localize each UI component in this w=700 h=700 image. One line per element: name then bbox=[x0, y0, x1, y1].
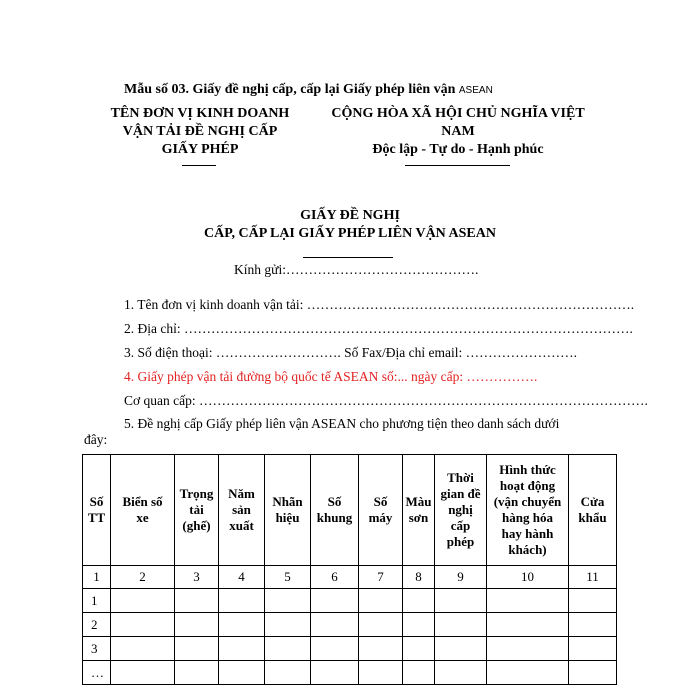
table-cell[interactable] bbox=[111, 589, 175, 613]
table-cell[interactable] bbox=[111, 637, 175, 661]
issuer-divider bbox=[182, 165, 216, 166]
form-number-suffix: ASEAN bbox=[458, 85, 493, 96]
issuer-line: VẬN TẢI ĐỀ NGHỊ CẤP bbox=[122, 124, 278, 139]
table-cell[interactable] bbox=[311, 661, 359, 685]
table-cell[interactable] bbox=[403, 589, 435, 613]
column-header bbox=[569, 455, 617, 566]
row-number: 3 bbox=[83, 637, 111, 661]
column-header-line: sản bbox=[232, 502, 251, 517]
column-header bbox=[265, 455, 311, 566]
column-header bbox=[175, 455, 219, 566]
column-header-line: Thời bbox=[447, 470, 474, 485]
field-address[interactable]: 2. Địa chỉ: ………………………………………………………………………………………. bbox=[124, 321, 633, 336]
column-header-line: hoạt động bbox=[499, 478, 556, 493]
table-cell[interactable] bbox=[569, 613, 617, 637]
column-number: 9 bbox=[435, 566, 487, 589]
column-number: 8 bbox=[403, 566, 435, 589]
form-number-text: Mẫu số 03. Giấy đề nghị cấp, cấp lại Giấy phép liên vận bbox=[124, 82, 459, 97]
column-header-line: Số bbox=[373, 494, 388, 509]
table-cell[interactable] bbox=[359, 589, 403, 613]
table-row bbox=[83, 613, 617, 637]
table-cell[interactable] bbox=[569, 637, 617, 661]
column-header-line: nghị bbox=[448, 502, 473, 517]
column-number: 11 bbox=[569, 566, 617, 589]
column-number: 2 bbox=[111, 566, 175, 589]
column-header-line: Số bbox=[89, 494, 104, 509]
national-motto: Độc lập - Tự do - Hạnh phúc bbox=[372, 142, 544, 157]
field-business-name[interactable]: 1. Tên đơn vị kinh doanh vận tải: ………………………………………………………………. bbox=[124, 297, 635, 312]
table-row bbox=[83, 661, 617, 685]
column-header-line: xuất bbox=[229, 518, 254, 533]
column-header-line: hàng hóa bbox=[502, 510, 553, 525]
column-header-line: máy bbox=[368, 510, 393, 525]
column-header bbox=[359, 455, 403, 566]
table-cell[interactable] bbox=[311, 613, 359, 637]
table-cell[interactable] bbox=[487, 589, 569, 613]
column-number: 3 bbox=[175, 566, 219, 589]
column-header bbox=[83, 455, 111, 566]
column-header-line: Biển số bbox=[122, 494, 163, 509]
document-subtitle: CẤP, CẤP LẠI GIẤY PHÉP LIÊN VẬN ASEAN bbox=[204, 226, 496, 241]
column-header-line: khách) bbox=[508, 542, 547, 557]
title-divider bbox=[303, 257, 393, 258]
table-cell[interactable] bbox=[487, 637, 569, 661]
table-cell[interactable] bbox=[403, 613, 435, 637]
table-cell[interactable] bbox=[175, 637, 219, 661]
national-header bbox=[316, 105, 600, 159]
column-header bbox=[111, 455, 175, 566]
request-statement: 5. Đề nghị cấp Giấy phép liên vận ASEAN cho phương tiện theo danh sách dưới bbox=[124, 416, 560, 431]
column-header bbox=[435, 455, 487, 566]
column-header-line: Số bbox=[327, 494, 342, 509]
motto-divider bbox=[405, 165, 510, 166]
table-cell[interactable] bbox=[569, 661, 617, 685]
table-cell[interactable] bbox=[265, 589, 311, 613]
table-cell[interactable] bbox=[487, 661, 569, 685]
table-cell[interactable] bbox=[219, 589, 265, 613]
table-cell[interactable] bbox=[111, 613, 175, 637]
column-number: 10 bbox=[487, 566, 569, 589]
table-cell[interactable] bbox=[435, 637, 487, 661]
issuer-line: GIẤY PHÉP bbox=[161, 142, 239, 157]
vehicle-table bbox=[82, 454, 617, 685]
field-phone-fax-email[interactable]: 3. Số điện thoại: ………………………. Số Fax/Địa chỉ email: ……………………. bbox=[124, 345, 577, 360]
column-header-line: sơn bbox=[408, 510, 429, 525]
issuer-line: TÊN ĐƠN VỊ KINH DOANH bbox=[110, 106, 290, 121]
column-header-line: Nhãn bbox=[272, 494, 303, 509]
request-statement-cont: đây: bbox=[84, 432, 108, 447]
column-header-line: (ghế) bbox=[182, 518, 211, 533]
national-title-line: NAM bbox=[441, 124, 475, 139]
table-cell[interactable] bbox=[311, 637, 359, 661]
column-header-line: hiệu bbox=[275, 510, 300, 525]
document-title: GIẤY ĐỀ NGHỊ bbox=[300, 208, 400, 223]
column-header bbox=[403, 455, 435, 566]
table-cell[interactable] bbox=[359, 661, 403, 685]
table-row bbox=[83, 589, 617, 613]
form-number bbox=[124, 82, 493, 98]
column-header-line: khung bbox=[316, 510, 353, 525]
table-cell[interactable] bbox=[435, 589, 487, 613]
column-header-line: (vận chuyển bbox=[493, 494, 562, 509]
column-header-line: phép bbox=[446, 534, 475, 549]
column-header bbox=[311, 455, 359, 566]
table-row bbox=[83, 637, 617, 661]
table-cell[interactable] bbox=[265, 637, 311, 661]
column-header-line: TT bbox=[87, 510, 106, 525]
table-cell[interactable] bbox=[487, 613, 569, 637]
column-number: 7 bbox=[359, 566, 403, 589]
table-cell[interactable] bbox=[219, 613, 265, 637]
column-header-line: Màu bbox=[405, 494, 432, 509]
column-number: 4 bbox=[219, 566, 265, 589]
table-cell[interactable] bbox=[359, 637, 403, 661]
table-cell[interactable] bbox=[219, 637, 265, 661]
column-number: 1 bbox=[83, 566, 111, 589]
table-cell[interactable] bbox=[311, 589, 359, 613]
table-cell[interactable] bbox=[403, 637, 435, 661]
column-header bbox=[487, 455, 569, 566]
table-cell[interactable] bbox=[175, 661, 219, 685]
column-header-line: hay hành bbox=[501, 526, 554, 541]
table-cell[interactable] bbox=[219, 661, 265, 685]
table-cell[interactable] bbox=[175, 613, 219, 637]
column-header-line: Năm bbox=[228, 486, 255, 501]
table-cell[interactable] bbox=[175, 589, 219, 613]
issuer-header bbox=[95, 105, 305, 159]
table-cell[interactable] bbox=[359, 613, 403, 637]
row-number: 2 bbox=[83, 613, 111, 637]
salutation: Kính gửi:……………………………………. bbox=[234, 262, 479, 277]
table-cell[interactable] bbox=[265, 661, 311, 685]
national-title-line: CỘNG HÒA XÃ HỘI CHỦ NGHĨA VIỆT bbox=[331, 106, 585, 121]
column-header-line: tải bbox=[189, 502, 204, 517]
column-number: 5 bbox=[265, 566, 311, 589]
table-cell[interactable] bbox=[265, 613, 311, 637]
column-number: 6 bbox=[311, 566, 359, 589]
column-header-line: Cửa bbox=[580, 494, 605, 509]
column-header-line: Trọng bbox=[179, 486, 214, 501]
row-number: … bbox=[83, 661, 111, 685]
column-header-line: cấp bbox=[450, 518, 471, 533]
field-international-license[interactable]: 4. Giấy phép vận tải đường bộ quốc tế ASEAN số:... ngày cấp: ……………. bbox=[124, 369, 538, 384]
column-header-line: xe bbox=[136, 510, 149, 525]
table-cell[interactable] bbox=[569, 589, 617, 613]
column-header bbox=[219, 455, 265, 566]
table-cell[interactable] bbox=[111, 661, 175, 685]
table-column-number-row bbox=[83, 566, 617, 589]
table-header-row bbox=[83, 455, 617, 566]
table-cell[interactable] bbox=[435, 613, 487, 637]
column-header-line: gian đề bbox=[440, 486, 481, 501]
column-header-line: Hình thức bbox=[499, 462, 556, 477]
column-header-line: khẩu bbox=[578, 510, 607, 525]
row-number: 1 bbox=[83, 589, 111, 613]
table-cell[interactable] bbox=[435, 661, 487, 685]
table-cell[interactable] bbox=[403, 661, 435, 685]
field-issuing-authority[interactable]: Cơ quan cấp: ………………………………………………………………………………………. bbox=[124, 393, 648, 408]
